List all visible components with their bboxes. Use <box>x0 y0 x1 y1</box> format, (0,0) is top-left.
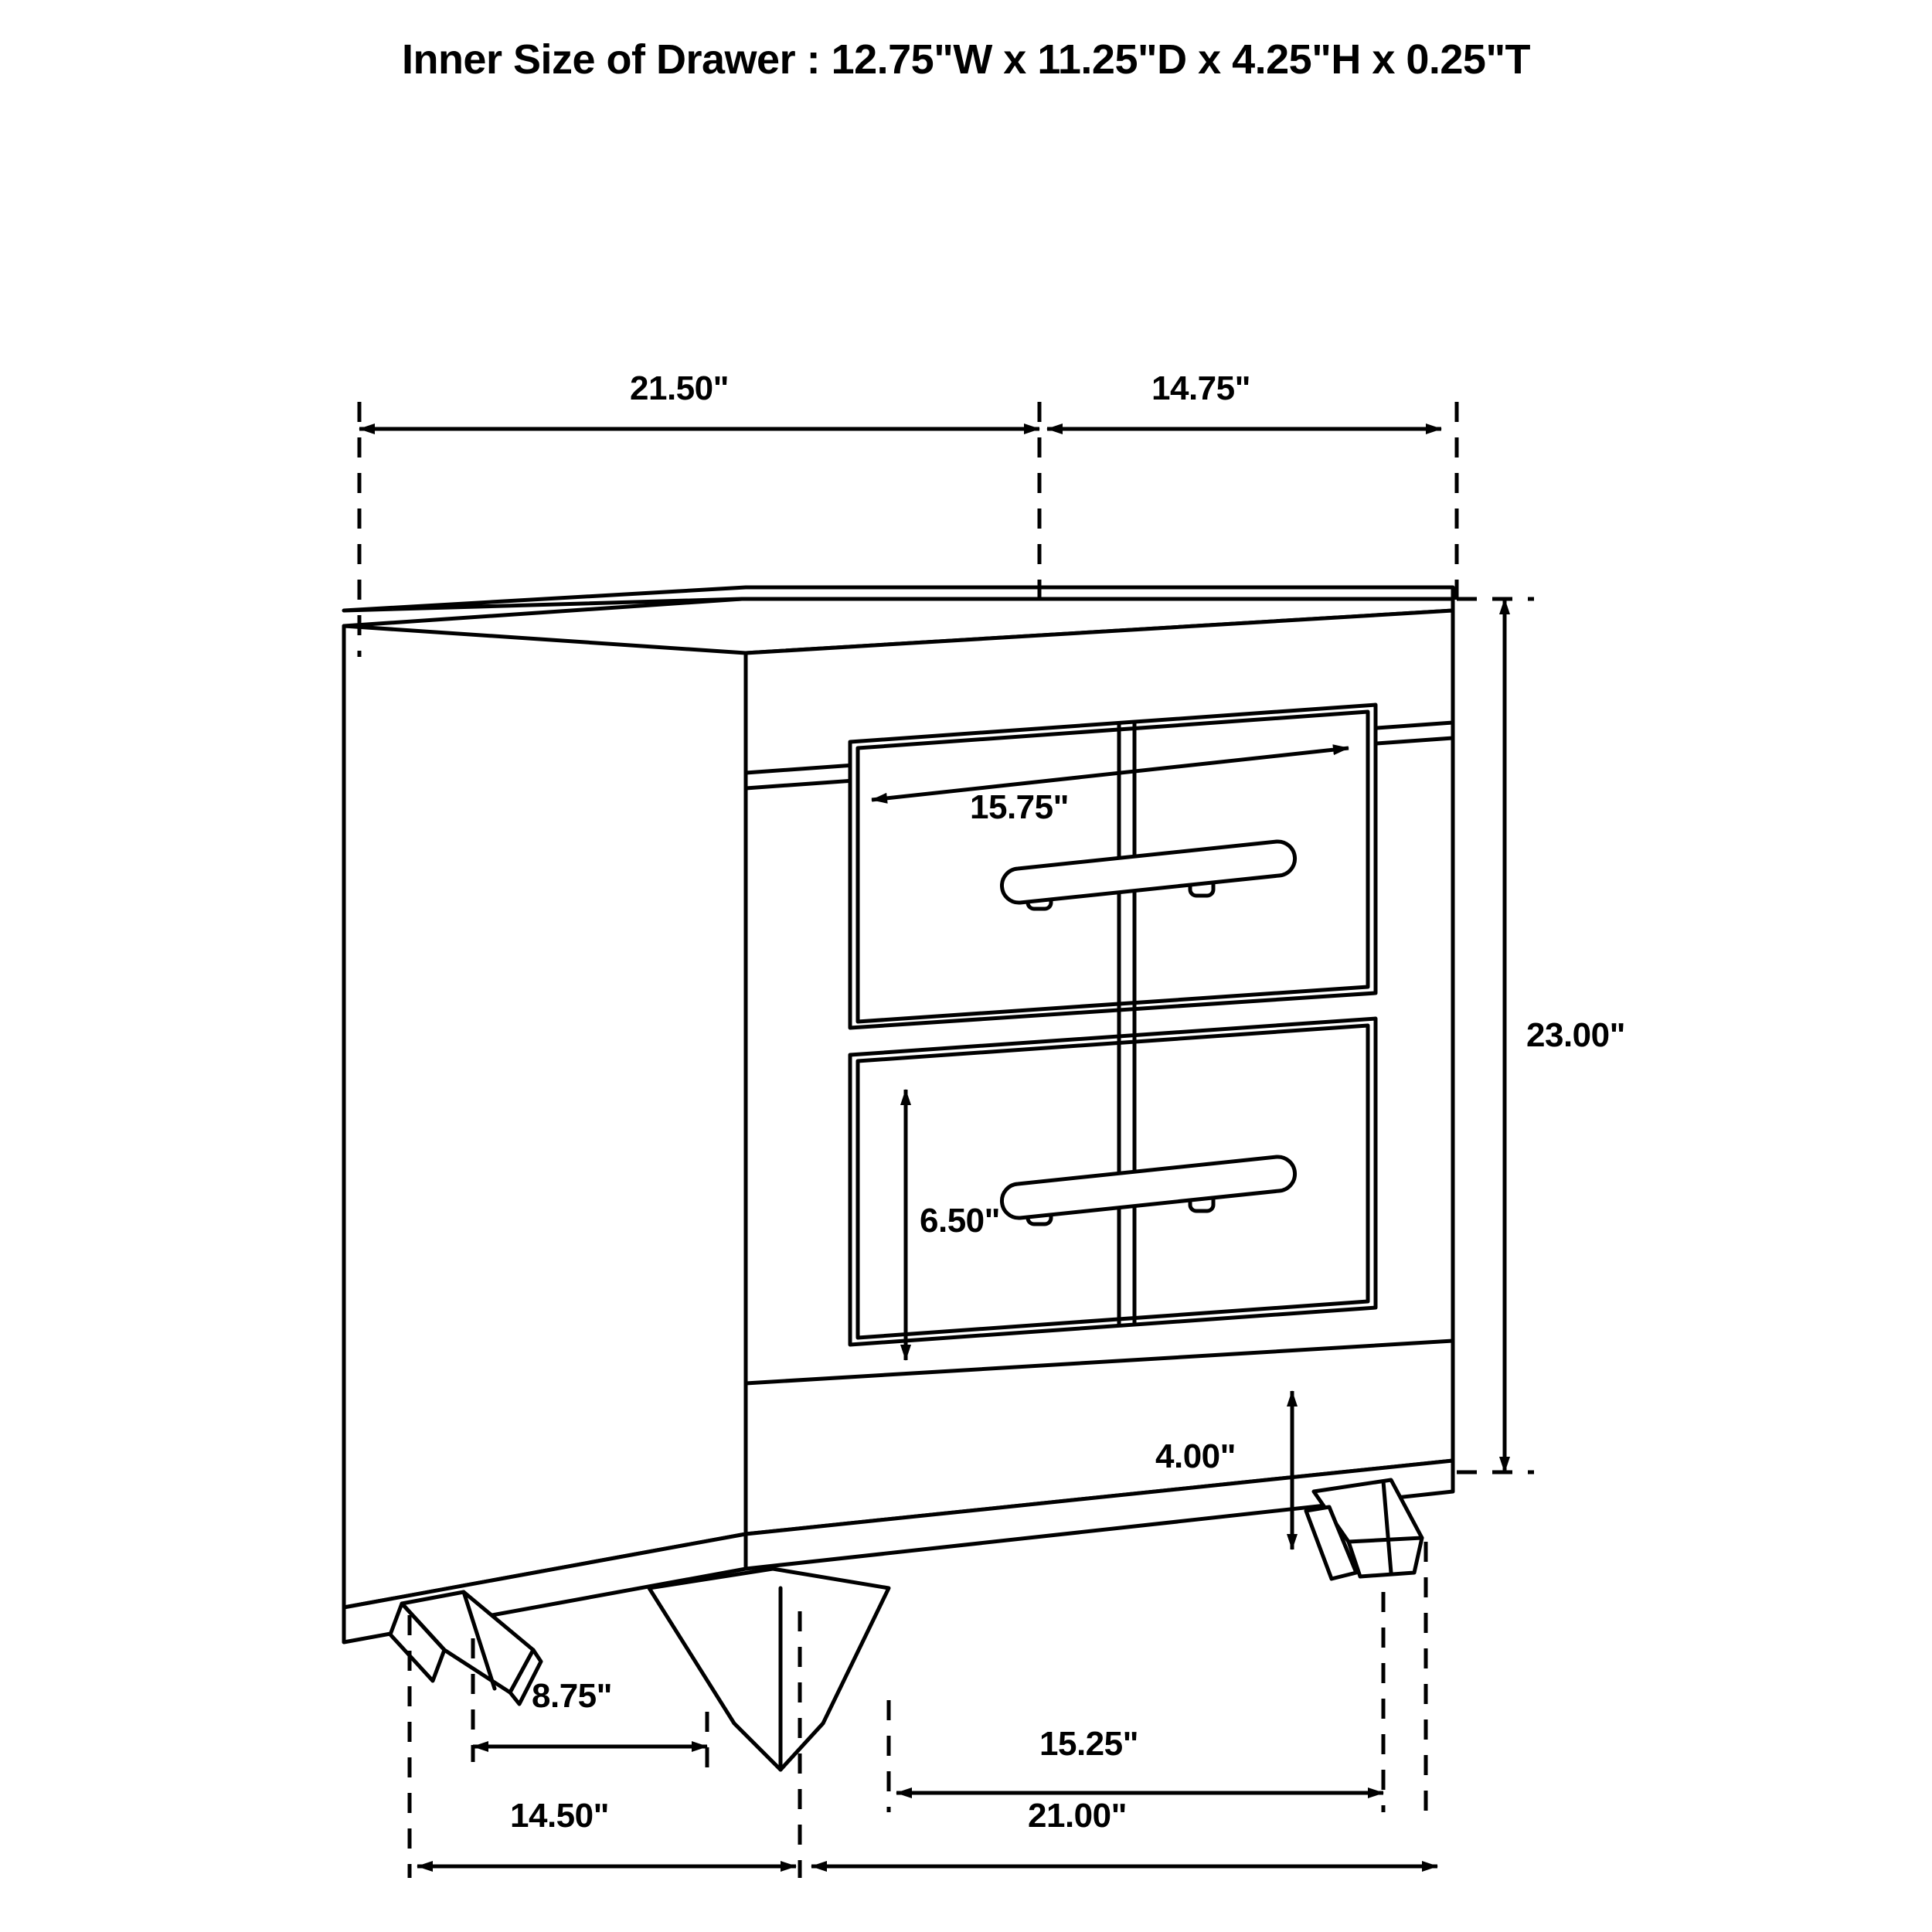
page-title: Inner Size of Drawer : 12.75"W x 11.25"D x 4.25"H x 0.25"T <box>401 36 1531 83</box>
dim-label-side-leg-span: 8.75" <box>532 1677 612 1715</box>
dim-label-drawer-width: 15.75" <box>970 788 1069 826</box>
dim-label-base-depth: 14.50" <box>510 1797 609 1835</box>
dim-label-front-leg-span: 15.25" <box>1039 1725 1138 1763</box>
dim-label-top-side-depth: 14.75" <box>1151 369 1250 407</box>
dim-label-drawer-height: 6.50" <box>920 1202 1000 1240</box>
dim-label-base-width: 21.00" <box>1028 1797 1127 1835</box>
dim-label-leg-height: 4.00" <box>1155 1437 1236 1475</box>
nightstand-illustration <box>344 587 1453 1770</box>
dim-label-total-height: 23.00" <box>1526 1016 1625 1054</box>
dim-label-top-front-width: 21.50" <box>630 369 729 407</box>
